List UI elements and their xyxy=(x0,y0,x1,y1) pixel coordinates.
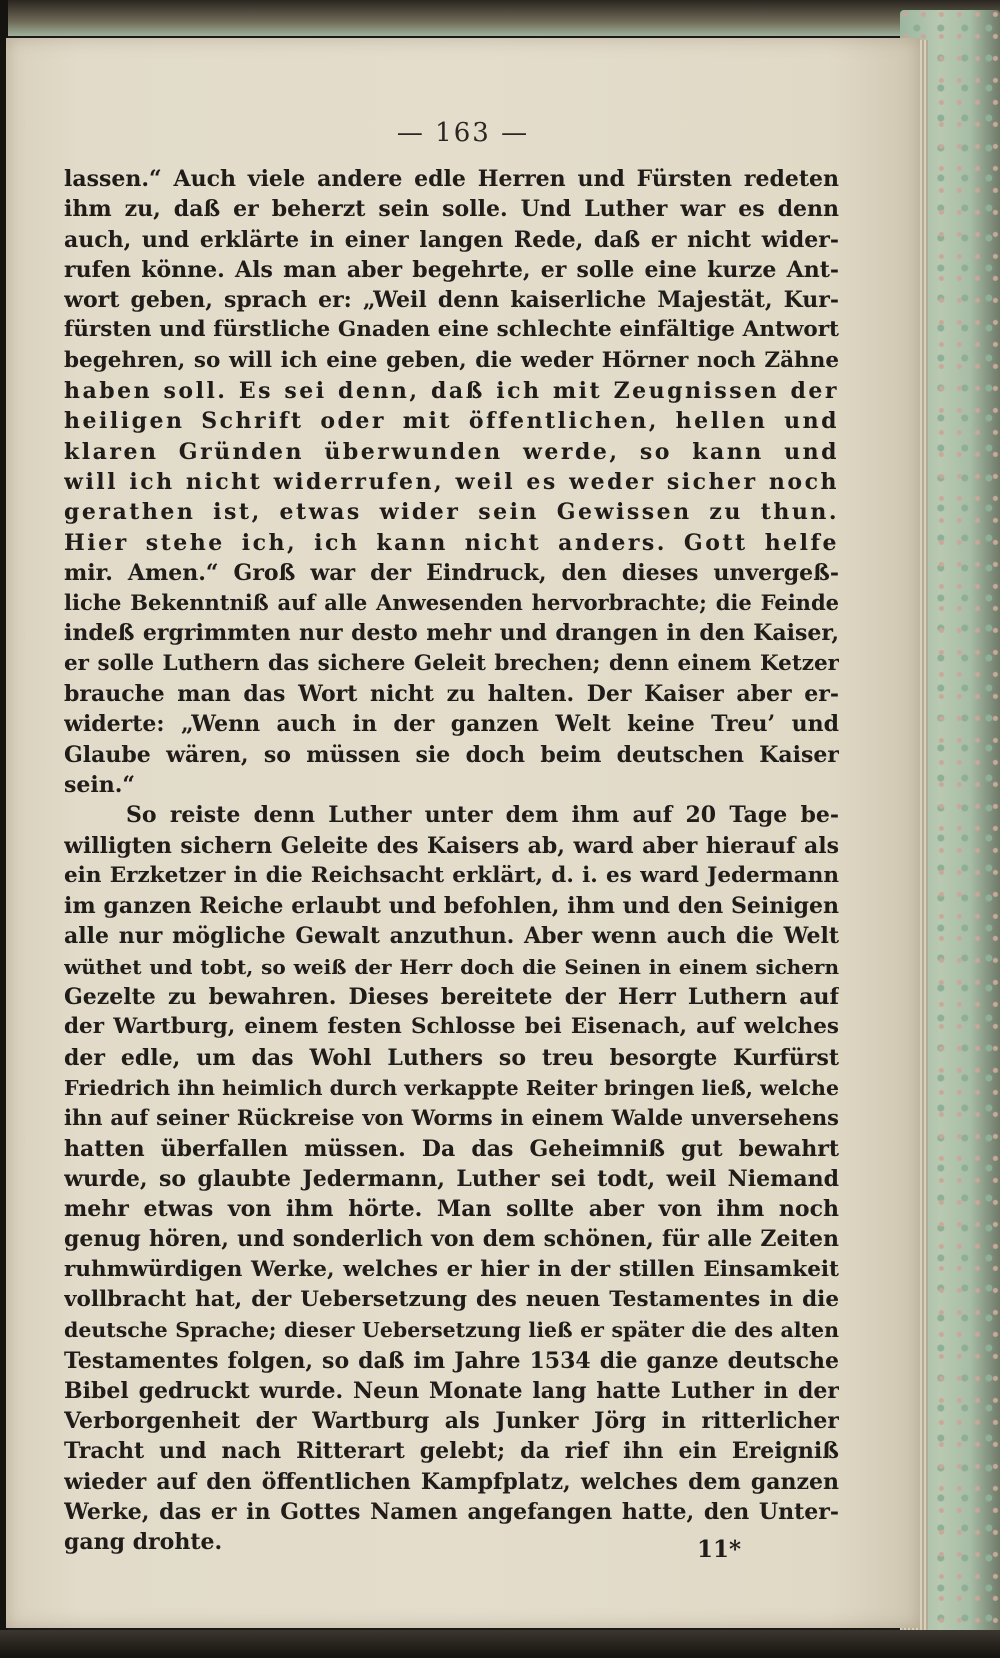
text-line: alle nur mögliche Gewalt anzuthun. Aber wenn auch die Welt xyxy=(64,923,839,950)
text-line-emphasis: will ich nicht widerrufen, weil es weder sicher noch xyxy=(64,468,839,495)
text-line: ruhmwürdigen Werke, welches er hier in der stillen Einsamkeit xyxy=(64,1256,839,1282)
text-line: lassen.“ Auch viele andere edle Herren und Fürsten redeten xyxy=(64,166,839,192)
text-line: Tracht und nach Ritterart gelebt; da rief ihn ein Ereigniß xyxy=(64,1438,839,1465)
printer-signature-mark: 11* xyxy=(697,1536,742,1563)
text-line: ihm zu, daß er beherzt sein solle. Und Luther war es denn xyxy=(64,196,839,223)
text-line: Verborgenheit der Wartburg als Junker Jörg in ritterlicher xyxy=(64,1408,839,1435)
text-line: rufen könne. Als man aber begehrte, er solle eine kurze Ant- xyxy=(64,256,839,283)
text-line: liche Bekenntniß auf alle Anwesenden hervorbrachte; die Feinde xyxy=(64,590,839,616)
text-line: Testamentes folgen, so daß im Jahre 1534 die ganze deutsche xyxy=(64,1347,839,1374)
text-line: der edle, um das Wohl Luthers so treu besorgte Kurfürst xyxy=(64,1044,839,1071)
text-line: wurde, so glaubte Jedermann, Luther sei todt, weil Niemand xyxy=(64,1165,839,1192)
text-line: begehren, so will ich eine geben, die weder Hörner noch Zähne xyxy=(64,347,839,373)
text-line: mir. Amen.“ Groß war der Eindruck, den dieses unvergeß- xyxy=(64,559,839,586)
text-line: widerte: „Wenn auch in der ganzen Welt keine Treu’ und xyxy=(64,711,839,738)
text-line: brauche man das Wort nicht zu halten. Der Kaiser aber er- xyxy=(64,681,839,708)
text-line: deutsche Sprache; dieser Uebersetzung ließ er später die des alten xyxy=(64,1318,839,1343)
text-line: der Wartburg, einem festen Schlosse bei Eisenach, auf welches xyxy=(64,1014,839,1040)
page-number: — 163 — xyxy=(396,118,530,148)
text-line-emphasis: Hier stehe ich, ich kann nicht anders. Gott helfe xyxy=(64,529,839,556)
text-line: vollbracht hat, der Uebersetzung des neuen Testamentes in die xyxy=(64,1286,839,1312)
text-line-paragraph-start: So reiste denn Luther unter dem ihm auf 20 Tage be- xyxy=(126,802,839,829)
text-line: hatten überfallen müssen. Da das Geheimniß gut bewahrt xyxy=(64,1135,839,1162)
text-line: im ganzen Reiche erlaubt und befohlen, ihm und den Seinigen xyxy=(64,893,839,920)
text-line: indeß ergrimmten nur desto mehr und drangen in den Kaiser, xyxy=(64,620,839,647)
text-line-emphasis: klaren Gründen überwunden werde, so kann und xyxy=(64,438,839,465)
text-line-emphasis: haben soll. Es sei denn, daß ich mit Zeugnissen der xyxy=(64,378,839,405)
text-line: wieder auf den öffentlichen Kampfplatz, welches dem ganzen xyxy=(64,1468,839,1495)
cover-top-edge xyxy=(0,0,1000,36)
text-line: Friedrich ihn heimlich durch verkappte Reiter bringen ließ, welche xyxy=(64,1075,839,1100)
text-line: willigten sichern Geleite des Kaisers ab, ward aber hierauf als xyxy=(64,832,839,859)
text-line: Glaube wären, so müssen sie doch beim deutschen Kaiser xyxy=(64,741,839,768)
text-line-emphasis: heiligen Schrift oder mit öffentlichen, hellen und xyxy=(64,408,839,435)
text-line: gang drohte. xyxy=(64,1529,223,1556)
book-page xyxy=(6,38,920,1628)
text-line: sein.“ xyxy=(64,771,136,798)
text-line: ein Erzketzer in die Reichsacht erklärt, d. i. es ward Jedermann xyxy=(64,862,839,888)
text-line: ihn auf seiner Rückreise von Worms in einem Walde unversehens xyxy=(64,1105,839,1131)
text-line: fürsten und fürstliche Gnaden eine schlechte einfältige Antwort xyxy=(64,317,839,343)
text-line: mehr etwas von ihm hörte. Man sollte aber von ihm noch xyxy=(64,1196,839,1223)
text-line: wort geben, sprach er: „Weil denn kaiserliche Majestät, Kur- xyxy=(64,287,839,314)
text-line: auch, und erklärte in einer langen Rede, daß er nicht wider- xyxy=(64,226,839,253)
text-line: genug hören, und sonderlich von dem schönen, für alle Zeiten xyxy=(64,1226,839,1253)
text-line: Gezelte zu bewahren. Dieses bereitete der Herr Luthern auf xyxy=(64,984,839,1011)
text-line: Werke, das er in Gottes Namen angefangen hatte, den Unter- xyxy=(64,1499,839,1526)
text-line-emphasis: gerathen ist, etwas wider sein Gewissen zu thun. xyxy=(64,499,839,526)
text-line: wüthet und tobt, so weiß der Herr doch die Seinen in einem sichern xyxy=(64,954,839,979)
page-body-text xyxy=(64,164,839,1558)
text-line: Bibel gedruckt wurde. Neun Monate lang hatte Luther in der xyxy=(64,1377,839,1404)
cover-bottom-edge xyxy=(0,1630,1000,1658)
text-line: er solle Luthern das sichere Geleit brechen; denn einem Ketzer xyxy=(64,650,839,676)
